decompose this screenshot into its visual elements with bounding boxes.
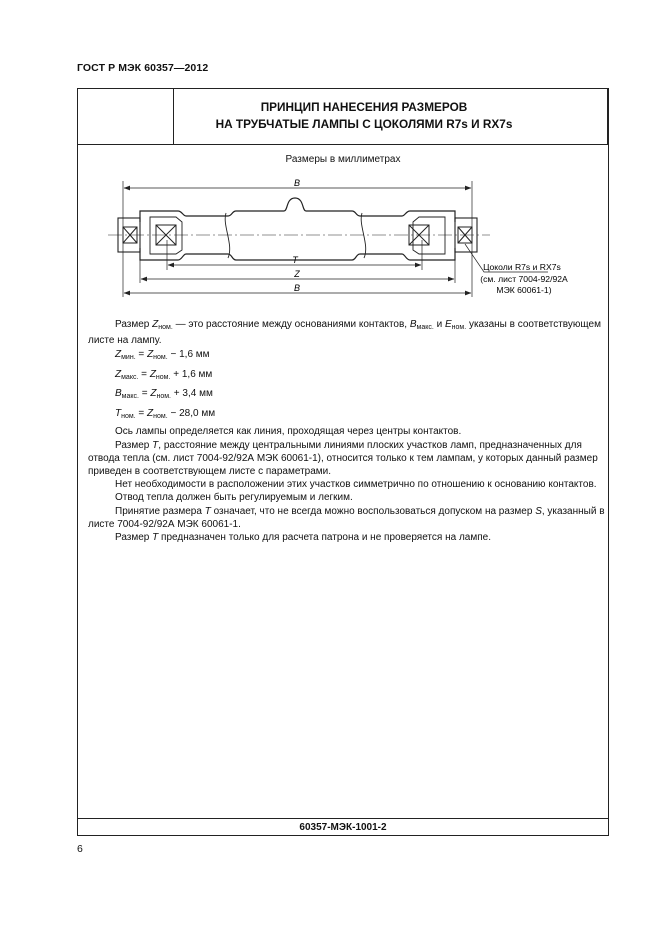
formula-b-max: $B_{макс.} = Z_{ном.} + 3,4$ мм (115, 388, 213, 401)
paragraph-holder: Размер T предназначен только для расчета патрона и не проверяется на лампе. (115, 532, 491, 544)
callout-line-3: МЭК 60061-1) (496, 285, 552, 295)
dim-label-t: T (292, 255, 298, 265)
figure-caption: Размеры в миллиметрах (285, 154, 401, 165)
paragraph-t-definition: Размер T, расстояние между центральными линиями плоских участков ламп, предназначенных для отвода тепла (см. лист 7004-92/92А МЭК 60061-1), относится только к тем лампам, у которых данный размер приведен в соответствующем листе с параметрами. (88, 439, 598, 478)
title-line-1: ПРИНЦИП НАНЕСЕНИЯ РАЗМЕРОВ (260, 100, 468, 114)
paragraph-acceptance: Принятие размера T означает, что не всегда можно воспользоваться допуском на размер S, указанный в листе 7004-92/92А МЭК 60061-1. (88, 505, 605, 530)
dim-label-z: Z (294, 269, 300, 279)
formula-list (88, 347, 605, 425)
paragraph-z-definition: Размер $Z_{ном.}$ — это расстояние между основаниями контактов, $B_{макс.}$ и $E_{ном.}$ указаны в соответствующем листе на лампу. (88, 319, 601, 347)
formula-z-min: $Z_{мин.} = Z_{ном.} - 1,6$ мм (115, 349, 210, 362)
paragraph-axis: Ось лампы определяется как линия, проходящая через центры контактов. (115, 426, 462, 438)
page-number: 6 (77, 843, 83, 855)
callout-line-1: Цоколи R7s и RX7s (483, 262, 561, 272)
title-line-2: НА ТРУБЧАТЫЕ ЛАМПЫ С ЦОКОЛЯМИ R7s И RX7s (215, 117, 513, 131)
paragraph-heat: Отвод тепла должен быть регулируемым и легким. (115, 492, 353, 504)
dim-label-b-top: B (293, 178, 301, 188)
paragraph-symmetry: Нет необходимости в расположении этих участков симметрично по отношению к основанию контактов. (115, 479, 597, 491)
formula-z-max: $Z_{макс.} = Z_{ном.} + 1,6$ мм (115, 368, 213, 381)
dim-label-b-bottom: B (293, 283, 301, 293)
explanatory-text (88, 318, 605, 544)
standard-designation: ГОСТ Р МЭК 60357—2012 (77, 62, 209, 74)
formula-t-nom: $T_{ном.} = Z_{ном.} - 28,0$ мм (115, 407, 216, 420)
callout-line-2: (см. лист 7004-92/92А (480, 274, 568, 284)
sheet-code: 60357-МЭК-1001-2 (299, 822, 387, 833)
